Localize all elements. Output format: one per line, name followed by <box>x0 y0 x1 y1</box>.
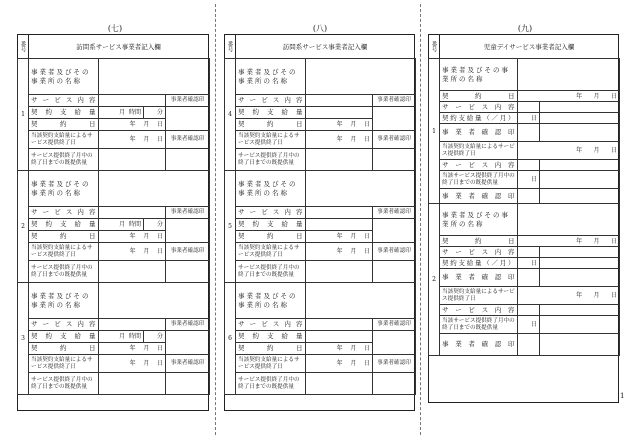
contract-amount-label: 契約支給量 <box>29 219 99 231</box>
end-date-field[interactable]: 年 月 日 <box>518 287 620 305</box>
confirm-label: 事業者確認印 <box>373 207 416 219</box>
service-content-field[interactable] <box>99 95 166 107</box>
confirm-seal[interactable] <box>518 334 540 356</box>
confirm-seal[interactable] <box>373 261 416 283</box>
contract-date-field[interactable]: 年 月 日 <box>306 343 373 355</box>
contract-date-label: 契約日 <box>236 343 306 355</box>
service-content-field[interactable] <box>99 319 166 331</box>
contract-date-label: 契約日 <box>29 343 99 355</box>
confirm-label: 事業者確認印 <box>166 243 210 261</box>
confirm-label: 事業者確認印 <box>440 124 518 142</box>
provider-name-field[interactable] <box>518 59 620 91</box>
confirm-seal[interactable] <box>518 189 540 204</box>
service-content-label: サービス内容 <box>29 95 99 107</box>
amount-unit[interactable]: 月 時間 <box>99 331 144 343</box>
amount-day[interactable]: 日 <box>518 113 540 124</box>
service-content-label: サービス内容 <box>440 305 518 316</box>
confirm-seal[interactable] <box>166 331 210 355</box>
provider-name-label: 事業者及びその事業所の名称 <box>29 283 99 319</box>
caption-7: (七) <box>107 24 123 33</box>
blank-cell <box>540 124 620 142</box>
provider-name-field[interactable] <box>99 59 210 95</box>
contract-date-field[interactable]: 年 月 日 <box>99 119 166 131</box>
confirm-label: 事業者確認印 <box>440 189 518 204</box>
service-content-label: サービス内容 <box>236 95 306 107</box>
page-number: 1 <box>620 392 625 400</box>
contract-amount-label: 契約支給量 <box>236 219 306 231</box>
provider-name-field[interactable] <box>99 171 210 207</box>
end-date-field[interactable]: 年 月 日 <box>518 142 620 160</box>
row-number: 2 <box>18 171 29 283</box>
visit-table-2 <box>224 58 416 395</box>
confirm-label: 事業者確認印 <box>373 355 416 373</box>
used-amount-label: サービス提供終了月中の終了日までの既提供量 <box>236 149 306 171</box>
visit-table-1 <box>17 58 210 395</box>
provider-name-label: 事業者及びその事業所の名称 <box>440 204 518 236</box>
confirm-label: 事業者確認印 <box>373 131 416 149</box>
blank-cell <box>540 334 620 356</box>
end-date-label: 当該契約支給量によるサービス提供終了日 <box>29 131 99 149</box>
confirm-label: 事業者確認印 <box>440 269 518 287</box>
contract-date-field[interactable]: 年 月 日 <box>518 91 620 102</box>
confirm-seal[interactable] <box>166 149 210 171</box>
confirm-seal[interactable] <box>166 261 210 283</box>
end-used-day[interactable]: 日 <box>518 316 540 334</box>
confirm-label: 事業者確認印 <box>440 334 518 356</box>
service-content-label: サービス内容 <box>236 319 306 331</box>
used-amount-label: サービス提供終了月中の終了日までの既提供量 <box>29 261 99 283</box>
service-content-field[interactable] <box>518 247 540 258</box>
used-amount-field[interactable] <box>306 261 373 283</box>
service-content-label: サービス内容 <box>236 207 306 219</box>
used-amount-field[interactable] <box>306 149 373 171</box>
provider-name-field[interactable] <box>99 283 210 319</box>
row-number: 2 <box>429 204 440 356</box>
service-content-field[interactable] <box>99 207 166 219</box>
row-number: 5 <box>225 171 236 283</box>
end-date-field[interactable]: 年 月 日 <box>99 243 166 261</box>
end-date-field[interactable]: 年 月 日 <box>99 355 166 373</box>
service-content-label: サービス内容 <box>29 319 99 331</box>
contract-amount-label: 契約支給量 <box>236 107 306 119</box>
confirm-label: 事業者確認印 <box>166 95 210 107</box>
service-content-field[interactable] <box>518 160 540 171</box>
confirm-label: 事業者確認印 <box>166 207 210 219</box>
used-amount-field[interactable] <box>99 149 166 171</box>
used-amount-field[interactable] <box>99 373 166 395</box>
amount-unit[interactable]: 月 時間 <box>99 219 144 231</box>
used-amount-label: サービス提供終了月中の終了日までの既提供量 <box>29 373 99 395</box>
blank-cell <box>540 269 620 287</box>
column-separator-2 <box>420 4 421 435</box>
contract-date-field[interactable]: 年 月 日 <box>306 119 373 131</box>
contract-date-label: 契約日 <box>236 119 306 131</box>
provider-name-label: 事業者及びその事業所の名称 <box>29 171 99 207</box>
used-amount-label: サービス提供終了月中の終了日までの既提供量 <box>236 261 306 283</box>
provider-name-label: 事業者及びその事業所の名称 <box>236 59 306 95</box>
number-header-2: 番号 <box>224 34 236 58</box>
provider-name-label: 事業者及びその事業所の名称 <box>236 283 306 319</box>
end-date-label: 当該契約支給量によるサービス提供終了日 <box>440 287 518 305</box>
used-amount-field[interactable] <box>306 373 373 395</box>
used-amount-label: サービス提供終了月中の終了日までの既提供量 <box>29 149 99 171</box>
amount-minute[interactable]: 分 <box>144 107 166 119</box>
end-date-label: 当該契約支給量によるサービス提供終了日 <box>440 142 518 160</box>
confirm-seal[interactable] <box>373 107 416 131</box>
service-content-label: サービス内容 <box>440 247 518 258</box>
row-number: 1 <box>18 59 29 171</box>
service-content-field[interactable] <box>306 207 373 219</box>
confirm-seal[interactable] <box>373 373 416 395</box>
confirm-seal[interactable] <box>373 331 416 355</box>
blank-cell <box>540 247 620 258</box>
confirm-label: 事業者確認印 <box>166 355 210 373</box>
contract-date-label: 契約日 <box>29 119 99 131</box>
amount-minute[interactable]: 分 <box>144 219 166 231</box>
amount-unit[interactable]: 月 時間 <box>99 107 144 119</box>
amount-field[interactable] <box>306 219 373 231</box>
confirm-label: 事業者確認印 <box>166 319 210 331</box>
end-date-field[interactable]: 年 月 日 <box>306 243 373 261</box>
blank-cell <box>540 102 620 113</box>
contract-date-field[interactable]: 年 月 日 <box>306 231 373 243</box>
confirm-seal[interactable] <box>518 269 540 287</box>
service-content-field[interactable] <box>518 102 540 113</box>
service-content-label: サービス内容 <box>440 160 518 171</box>
contract-amount-month-label: 契約支給量（／月） <box>440 113 518 124</box>
provider-name-field[interactable] <box>306 283 416 319</box>
blank-cell <box>540 160 620 171</box>
provider-name-label: 事業者及びその事業所の名称 <box>440 59 518 91</box>
end-date-field[interactable]: 年 月 日 <box>99 131 166 149</box>
contract-amount-label: 契約支給量 <box>29 331 99 343</box>
blank-cell <box>540 171 620 189</box>
row-number: 6 <box>225 283 236 395</box>
contract-date-label: 契約日 <box>29 231 99 243</box>
amount-field[interactable] <box>306 331 373 343</box>
amount-minute[interactable]: 分 <box>144 331 166 343</box>
blank-cell <box>540 189 620 204</box>
end-date-label: 当該契約支給量によるサービス提供終了日 <box>29 355 99 373</box>
provider-name-field[interactable] <box>306 59 416 95</box>
end-date-label: 当該契約支給量によるサービス提供終了日 <box>236 243 306 261</box>
provider-name-field[interactable] <box>306 171 416 207</box>
number-header-1: 番号 <box>17 34 29 58</box>
contract-date-field[interactable]: 年 月 日 <box>99 231 166 243</box>
blank-cell <box>540 305 620 316</box>
end-used-day[interactable]: 日 <box>518 171 540 189</box>
confirm-label: 事業者確認印 <box>373 243 416 261</box>
row-number: 1 <box>429 59 440 204</box>
confirm-label: 事業者確認印 <box>373 319 416 331</box>
amount-field[interactable] <box>306 107 373 119</box>
caption-9: (九) <box>517 24 533 33</box>
contract-date-field[interactable]: 年 月 日 <box>518 236 620 247</box>
used-amount-field[interactable] <box>99 261 166 283</box>
section-title-3: 児童デイサービス事業者記入欄 <box>439 34 619 59</box>
blank-cell <box>540 258 620 269</box>
section-title-1: 訪問系サービス事業者記入欄 <box>28 34 209 59</box>
contract-date-field[interactable]: 年 月 日 <box>99 343 166 355</box>
contract-date-label: 契約日 <box>236 231 306 243</box>
number-header-3: 番号 <box>428 34 440 58</box>
contract-amount-label: 契約支給量 <box>236 331 306 343</box>
confirm-label: 事業者確認印 <box>166 131 210 149</box>
blank-cell <box>540 316 620 334</box>
end-used-label: 当該サービス提供終了月中の終了日までの既提供量 <box>440 316 518 334</box>
end-date-label: 当該契約支給量によるサービス提供終了日 <box>236 355 306 373</box>
end-date-label: 当該契約支給量によるサービス提供終了日 <box>236 131 306 149</box>
blank-cell <box>540 113 620 124</box>
service-content-field[interactable] <box>306 319 373 331</box>
service-content-field[interactable] <box>306 95 373 107</box>
confirm-seal[interactable] <box>166 373 210 395</box>
end-date-label: 当該契約支給量によるサービス提供終了日 <box>29 243 99 261</box>
contract-date-label: 契約日 <box>440 236 518 247</box>
confirm-seal[interactable] <box>373 149 416 171</box>
end-date-field[interactable]: 年 月 日 <box>306 131 373 149</box>
confirm-seal[interactable] <box>373 219 416 243</box>
service-content-label: サービス内容 <box>29 207 99 219</box>
child-day-table <box>428 58 620 356</box>
service-content-label: サービス内容 <box>440 102 518 113</box>
row-number: 3 <box>18 283 29 395</box>
provider-name-label: 事業者及びその事業所の名称 <box>29 59 99 95</box>
service-content-field[interactable] <box>518 305 540 316</box>
end-used-label: 当該サービス提供終了月中の終了日までの既提供量 <box>440 171 518 189</box>
used-amount-label: サービス提供終了月中の終了日までの既提供量 <box>236 373 306 395</box>
amount-day[interactable]: 日 <box>518 258 540 269</box>
contract-amount-month-label: 契約支給量（／月） <box>440 258 518 269</box>
row-number: 4 <box>225 59 236 171</box>
column-separator-1 <box>215 4 216 435</box>
contract-amount-label: 契約支給量 <box>29 107 99 119</box>
end-date-field[interactable]: 年 月 日 <box>306 355 373 373</box>
confirm-seal[interactable] <box>166 219 210 243</box>
section-title-2: 訪問系サービス事業者記入欄 <box>235 34 415 59</box>
caption-8: (八) <box>312 24 328 33</box>
confirm-label: 事業者確認印 <box>373 95 416 107</box>
provider-name-label: 事業者及びその事業所の名称 <box>236 171 306 207</box>
confirm-seal[interactable] <box>166 107 210 131</box>
provider-name-field[interactable] <box>518 204 620 236</box>
contract-date-label: 契約日 <box>440 91 518 102</box>
confirm-seal[interactable] <box>518 124 540 142</box>
